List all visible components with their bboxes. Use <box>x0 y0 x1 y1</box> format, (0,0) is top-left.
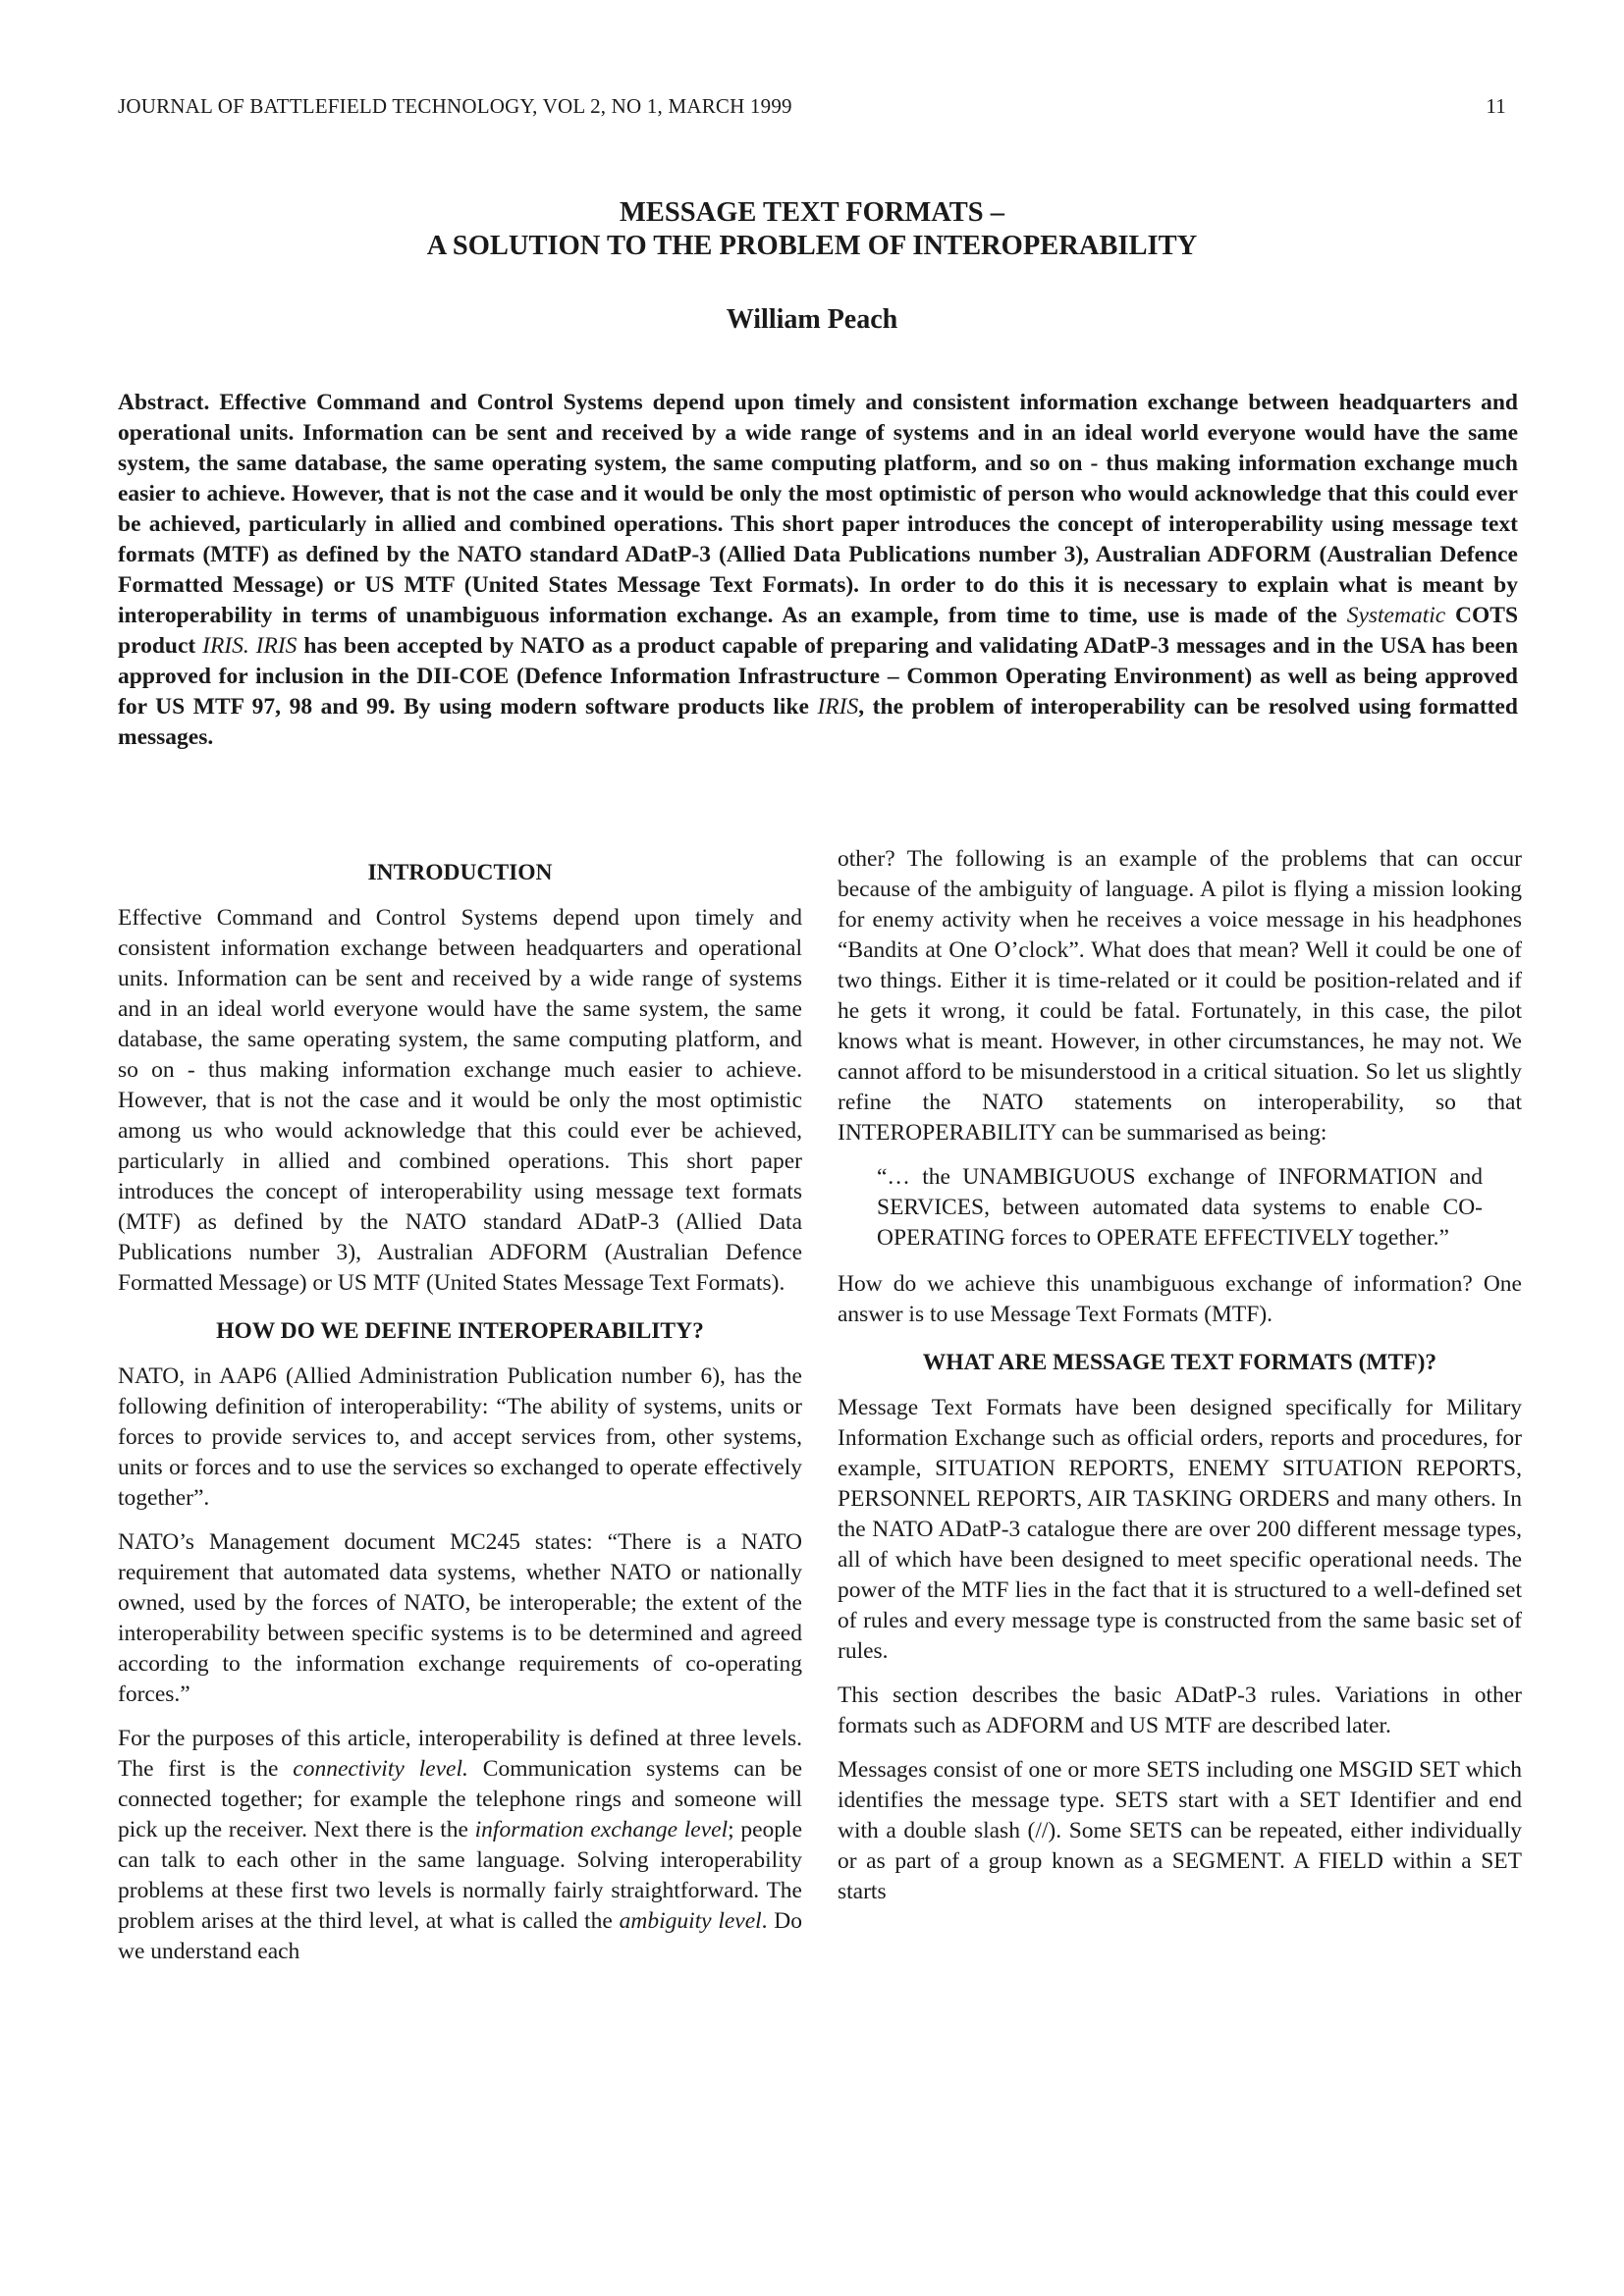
body-paragraph: Effective Command and Control Systems depend upon timely and consistent information exchange between headquarters and operational units. Information can be sent and received by a wide range of systems and in an ideal world everyone would have the same system, the same database, the same operating system, the same computing platform, and so on - thus making information exchange much easier to achieve. However, that is not the case and it would be only the most optimistic among us who would acknowledge that this could ever be achieved, particularly in allied and combined operations. This short paper introduces the concept of interoperability using message text formats (MTF) as defined by the NATO standard ADatP-3 (Allied Data Publications number 3), Australian ADFORM (Australian Defence Formatted Message) or US MTF (United States Message Text Formats). <box>118 905 802 1296</box>
running-header <box>118 94 1506 119</box>
paper-title-line-2: A SOLUTION TO THE PROBLEM OF INTEROPERABILITY <box>426 231 1198 261</box>
paragraph-text: For the purposes of this article, interoperability is defined at three levels. The first is the <box>118 1726 802 1782</box>
body-paragraph: other? The following is an example of the problems that can occur because of the ambiguity of language. A pilot is flying a mission looking for enemy activity when he receives a voice message in his headphones “Bandits at One O’clock”. What does that mean? Well it could be one of two things. Either it is time-related or it could be position-related and if he gets it wrong, it could be fatal. Fortunately, in this case, the pilot knows what is meant. However, in other circumstances, he may not. We cannot afford to be misunderstood in a critical situation. So let us slightly refine the NATO statements on interoperability, so that INTEROPERABILITY can be summarised as being: <box>838 846 1522 1146</box>
paragraph-italic: ambiguity level <box>619 1908 762 1934</box>
interoperability-quote <box>877 1162 1483 1254</box>
abstract-text: COTS product <box>118 603 1519 659</box>
page-number: 11 <box>1486 94 1506 118</box>
title-block <box>118 196 1506 336</box>
journal-title: JOURNAL OF BATTLEFIELD TECHNOLOGY, VOL 2, NO 1, MARCH 1999 <box>118 94 792 118</box>
paragraph-text: . Do we understand each <box>118 1908 802 1964</box>
abstract <box>118 388 1518 753</box>
body-paragraph: Messages consist of one or more SETS including one MSGID SET which identifies the message type. SETS start with a SET Identifier and end with a double slash (//). Some SETS can be repeated, either individually or as part of a group known as a SEGMENT. A FIELD within a SET starts <box>838 1757 1522 1904</box>
left-column <box>118 844 802 1981</box>
abstract-text: Abstract. Effective Command and Control Systems depend upon timely and consistent information exchange between headquarters and operational units. Information can be sent and received by a wide range of systems and in an ideal world everyone would have the same system, the same database, the same operating system, the same computing platform, and so on - thus making information exchange much easier to achieve. However, that is not the case and it would be only the most optimistic of person who would acknowledge that this could ever be achieved, particularly in allied and combined operations. This short paper introduces the concept of interoperability using message text formats (MTF) as defined by the NATO standard ADatP-3 (Allied Data Publications number 3), Australian ADFORM (Australian Defence Formatted Message) or US MTF (United States Message Text Formats). In order to do this it is necessary to explain what is meant by interoperability in terms of unambiguous information exchange. As an example, from time to time, use is made of the <box>118 390 1518 628</box>
abstract-italic-iris: IRIS. <box>202 633 249 659</box>
abstract-italic-systematic: Systematic <box>1346 603 1446 628</box>
body-paragraph: How do we achieve this unambiguous exchange of information? One answer is to use Message Text Formats (MTF). <box>838 1271 1522 1327</box>
body-paragraph: NATO, in AAP6 (Allied Administration Publication number 6), has the following definition of interoperability: “The ability of systems, units or forces to provide services to, and accept services from, other systems, units or forces and to use the services so exchanged to operate effectively together”. <box>118 1363 802 1511</box>
author-name: William Peach <box>726 304 898 335</box>
abstract-italic-iris: IRIS <box>817 694 859 720</box>
paragraph-italic: connectivity level. <box>293 1756 468 1782</box>
paragraph-text: Communication systems can be connected together; for example the telephone rings and someone will pick up the receiver. Next there is the <box>118 1756 803 1842</box>
abstract-italic-iris: IRIS <box>255 633 298 659</box>
section-heading-define-interoperability: HOW DO WE DEFINE INTEROPERABILITY? <box>216 1318 704 1344</box>
body-paragraph <box>118 1724 802 1967</box>
section-heading-message-text-formats: WHAT ARE MESSAGE TEXT FORMATS (MTF)? <box>922 1350 1437 1375</box>
paragraph-italic: information exchange level <box>474 1817 729 1842</box>
quote-text: “… the UNAMBIGUOUS exchange of INFORMATION and SERVICES, between automated data systems to enable CO-OPERATING forces to OPERATE EFFECTIVELY together.” <box>877 1164 1483 1251</box>
body-paragraph: This section describes the basic ADatP-3 rules. Variations in other formats such as ADFORM and US MTF are described later. <box>838 1682 1522 1738</box>
body-paragraph: NATO’s Management document MC245 states: “There is a NATO requirement that automated data systems, whether NATO or nationally owned, used by the forces of NATO, be interoperable; the extent of the interoperability between specific systems is to be determined and agreed according to the information exchange requirements of co-operating forces.” <box>118 1529 802 1707</box>
right-column <box>838 844 1522 1921</box>
section-heading-introduction: INTRODUCTION <box>367 860 553 885</box>
body-paragraph: Message Text Formats have been designed specifically for Military Information Exchange such as official orders, reports and procedures, for example, SITUATION REPORTS, ENEMY SITUATION REPORTS, PERSONNEL REPORTS, AIR TASKING ORDERS and many others. In the NATO ADatP-3 catalogue there are over 200 different message types, all of which have been designed to meet specific operational needs. The power of the MTF lies in the fact that it is structured to a well-defined set of rules and every message type is constructed from the same basic set of rules. <box>838 1395 1522 1664</box>
paragraph-text: ; people can talk to each other in the same language. Solving interoperability problems at these first two levels is normally fairly straightforward. The problem arises at the third level, at what is called the <box>118 1817 803 1934</box>
abstract-text: , the problem of interoperability can be resolved using formatted messages. <box>118 694 1519 750</box>
paper-title-line-1: MESSAGE TEXT FORMATS – <box>620 197 1004 228</box>
abstract-text: has been accepted by NATO as a product capable of preparing and validating ADatP-3 messages and in the USA has been approved for inclusion in the DII-COE (Defence Information Infrastructure – Common Operating Environment) as well as being approved for US MTF 97, 98 and 99. By using modern software products like <box>118 633 1519 720</box>
